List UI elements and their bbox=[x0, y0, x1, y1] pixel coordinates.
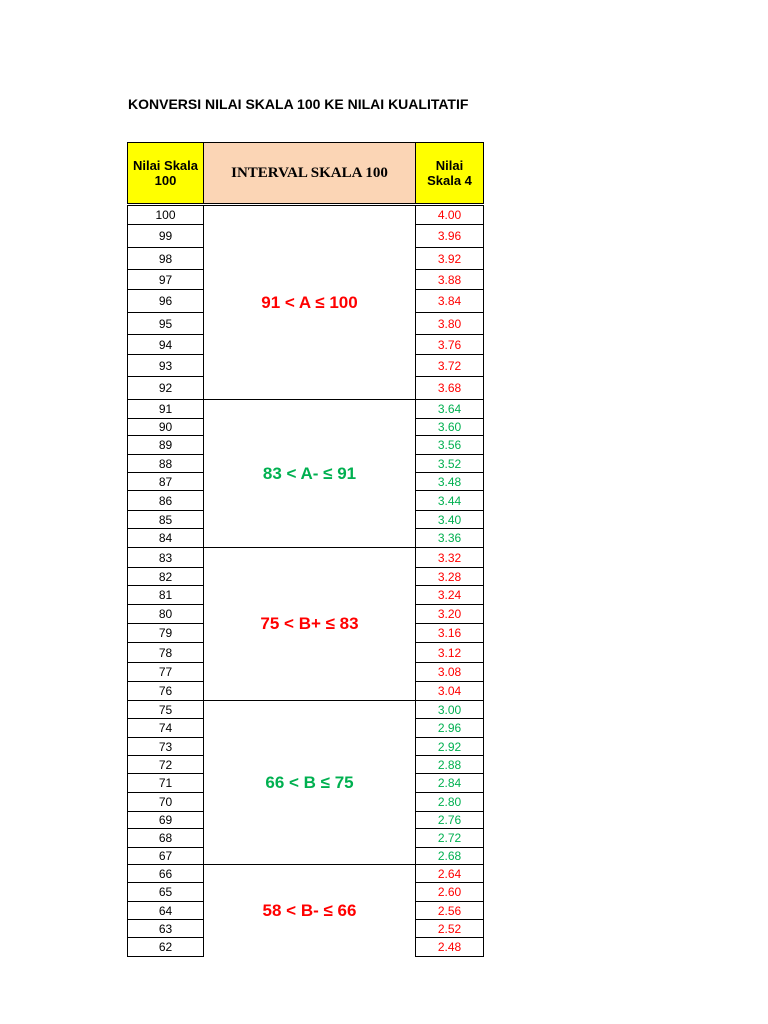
scale-4-cell: 3.64 bbox=[415, 399, 484, 419]
score-100-cell: 63 bbox=[127, 919, 204, 938]
score-100-cell: 73 bbox=[127, 737, 204, 756]
scale-4-cell: 3.84 bbox=[415, 289, 484, 313]
scale-4-cell: 2.68 bbox=[415, 847, 484, 865]
header-interval bbox=[203, 142, 416, 204]
score-100-cell: 86 bbox=[127, 490, 204, 511]
scale-4-cell: 2.76 bbox=[415, 811, 484, 829]
score-100-cell: 78 bbox=[127, 642, 204, 663]
scale-4-cell: 2.88 bbox=[415, 755, 484, 774]
scale-4-cell: 3.44 bbox=[415, 490, 484, 511]
score-100-cell: 95 bbox=[127, 312, 204, 335]
scale-4-cell: 2.56 bbox=[415, 901, 484, 920]
score-100-cell: 77 bbox=[127, 662, 204, 682]
interval-range-cell: 83 < A- ≤ 91 bbox=[203, 399, 416, 548]
scale-4-cell: 3.08 bbox=[415, 662, 484, 682]
score-100-cell: 65 bbox=[127, 882, 204, 902]
scale-4-cell: 2.92 bbox=[415, 737, 484, 756]
score-100-cell: 85 bbox=[127, 510, 204, 529]
scale-4-cell: 3.04 bbox=[415, 681, 484, 701]
scale-4-cell: 3.72 bbox=[415, 354, 484, 377]
score-100-cell: 70 bbox=[127, 792, 204, 812]
scale-4-cell: 3.60 bbox=[415, 418, 484, 436]
score-100-cell: 84 bbox=[127, 528, 204, 548]
scale-4-cell: 3.00 bbox=[415, 700, 484, 719]
interval-range-cell: 58 < B- ≤ 66 bbox=[203, 864, 416, 957]
score-100-cell: 93 bbox=[127, 354, 204, 377]
scale-4-cell: 2.96 bbox=[415, 718, 484, 738]
scale-4-cell: 2.60 bbox=[415, 882, 484, 902]
scale-4-cell: 2.72 bbox=[415, 828, 484, 848]
scale-4-cell: 2.84 bbox=[415, 773, 484, 793]
score-100-cell: 72 bbox=[127, 755, 204, 774]
score-100-cell: 76 bbox=[127, 681, 204, 701]
document-title: KONVERSI NILAI SKALA 100 KE NILAI KUALITATIF bbox=[128, 96, 469, 112]
scale-4-cell: 3.16 bbox=[415, 623, 484, 643]
scale-4-cell: 3.52 bbox=[415, 454, 484, 473]
header-interval-label: INTERVAL SKALA 100 bbox=[231, 164, 388, 181]
score-100-cell: 100 bbox=[127, 205, 204, 225]
score-100-cell: 81 bbox=[127, 585, 204, 605]
interval-range-cell: 75 < B+ ≤ 83 bbox=[203, 547, 416, 701]
score-100-cell: 92 bbox=[127, 376, 204, 400]
score-100-cell: 99 bbox=[127, 224, 204, 248]
score-100-cell: 94 bbox=[127, 334, 204, 355]
score-100-cell: 96 bbox=[127, 289, 204, 313]
scale-4-cell: 3.80 bbox=[415, 312, 484, 335]
header-score-100-label: Nilai Skala 100 bbox=[132, 158, 199, 188]
score-100-cell: 87 bbox=[127, 472, 204, 491]
score-100-cell: 83 bbox=[127, 547, 204, 568]
score-100-cell: 97 bbox=[127, 269, 204, 290]
scale-4-cell: 3.56 bbox=[415, 435, 484, 455]
score-100-cell: 88 bbox=[127, 454, 204, 473]
score-100-cell: 79 bbox=[127, 623, 204, 643]
scale-4-cell: 3.28 bbox=[415, 567, 484, 586]
scale-4-cell: 3.92 bbox=[415, 247, 484, 270]
scale-4-cell: 3.88 bbox=[415, 269, 484, 290]
score-100-cell: 67 bbox=[127, 847, 204, 865]
score-100-cell: 64 bbox=[127, 901, 204, 920]
scale-4-cell: 3.48 bbox=[415, 472, 484, 491]
score-100-cell: 91 bbox=[127, 399, 204, 419]
score-100-cell: 98 bbox=[127, 247, 204, 270]
score-100-cell: 71 bbox=[127, 773, 204, 793]
scale-4-cell: 2.64 bbox=[415, 864, 484, 883]
interval-range-cell: 66 < B ≤ 75 bbox=[203, 700, 416, 865]
scale-4-cell: 2.48 bbox=[415, 937, 484, 957]
scale-4-cell: 3.20 bbox=[415, 604, 484, 624]
score-100-cell: 89 bbox=[127, 435, 204, 455]
scale-4-cell: 3.76 bbox=[415, 334, 484, 355]
score-100-cell: 90 bbox=[127, 418, 204, 436]
scale-4-cell: 3.68 bbox=[415, 376, 484, 400]
scale-4-cell: 3.32 bbox=[415, 547, 484, 568]
scale-4-cell: 2.52 bbox=[415, 919, 484, 938]
score-100-cell: 69 bbox=[127, 811, 204, 829]
score-100-cell: 66 bbox=[127, 864, 204, 883]
scale-4-cell: 3.24 bbox=[415, 585, 484, 605]
header-scale-4-label: Nilai Skala 4 bbox=[427, 158, 472, 188]
score-100-cell: 82 bbox=[127, 567, 204, 586]
scale-4-cell: 2.80 bbox=[415, 792, 484, 812]
interval-range-cell: 91 < A ≤ 100 bbox=[203, 205, 416, 400]
header-score-100 bbox=[127, 142, 204, 204]
score-100-cell: 62 bbox=[127, 937, 204, 957]
scale-4-cell: 4.00 bbox=[415, 205, 484, 225]
score-100-cell: 68 bbox=[127, 828, 204, 848]
scale-4-cell: 3.12 bbox=[415, 642, 484, 663]
scale-4-cell: 3.96 bbox=[415, 224, 484, 248]
header-scale-4 bbox=[415, 142, 484, 204]
scale-4-cell: 3.40 bbox=[415, 510, 484, 529]
score-100-cell: 80 bbox=[127, 604, 204, 624]
score-100-cell: 74 bbox=[127, 718, 204, 738]
scale-4-cell: 3.36 bbox=[415, 528, 484, 548]
score-100-cell: 75 bbox=[127, 700, 204, 719]
